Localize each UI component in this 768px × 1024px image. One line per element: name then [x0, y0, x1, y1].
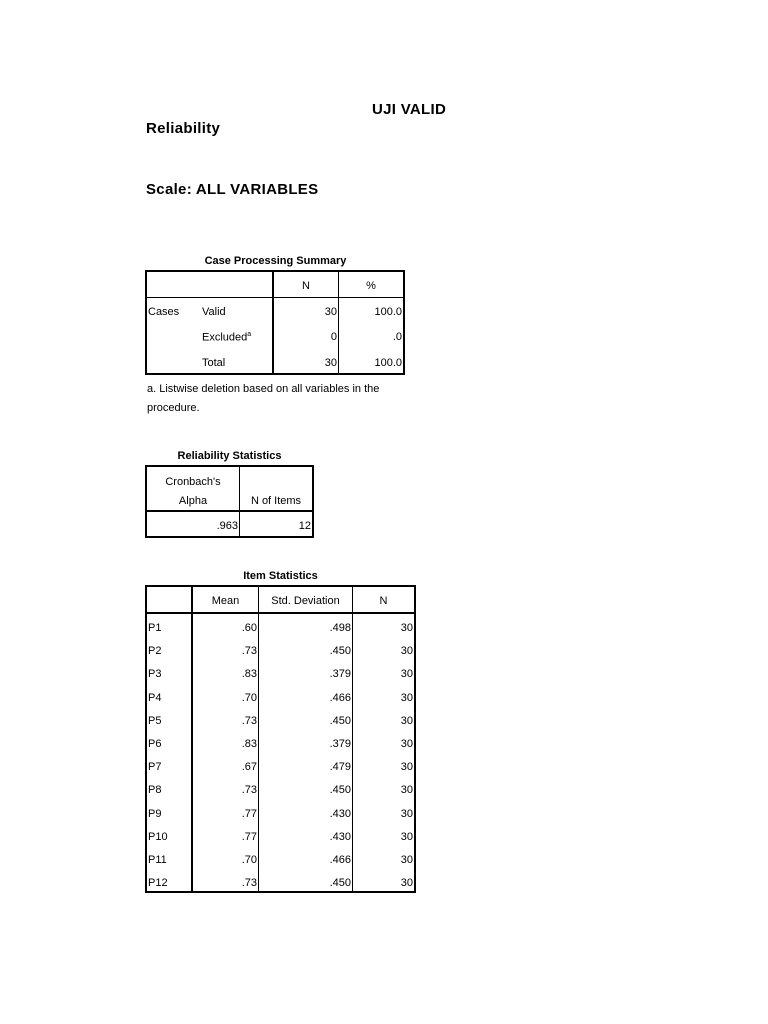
item-mean: .77: [241, 831, 257, 843]
n-items-value: 12: [298, 520, 311, 532]
item-mean: .77: [241, 808, 257, 820]
item-n: 30: [400, 645, 413, 657]
item-label: P1: [148, 622, 162, 634]
item-label: P12: [148, 877, 168, 889]
item-sd: .450: [329, 784, 351, 796]
item-mean: .73: [241, 784, 257, 796]
total-pct: 100.0: [374, 357, 402, 369]
item-sd: .479: [329, 761, 351, 773]
item-label: P2: [148, 645, 162, 657]
item-mean: .73: [241, 877, 257, 889]
reliability-table: [145, 465, 314, 538]
item-sd: .466: [329, 692, 351, 704]
item-statistics-table: [145, 585, 416, 893]
case-processing-table: [145, 270, 405, 375]
item-label: P9: [148, 808, 162, 820]
section-title: Reliability: [146, 120, 221, 137]
item-statistics-caption: Item Statistics: [243, 570, 318, 582]
footnote-line-2: procedure.: [147, 402, 200, 414]
item-n: 30: [400, 668, 413, 680]
item-sd: .379: [329, 668, 351, 680]
item-label: P5: [148, 715, 162, 727]
item-sd: .430: [329, 831, 351, 843]
footnote-line-1: a. Listwise deletion based on all variables in the: [147, 383, 380, 395]
header-mean: Mean: [211, 595, 240, 607]
header-n: N: [302, 280, 310, 292]
group-label-cases: Cases: [148, 306, 180, 318]
header-alpha: Alpha: [178, 495, 208, 507]
item-mean: .73: [241, 715, 257, 727]
total-n: 30: [324, 357, 337, 369]
item-n: 30: [400, 622, 413, 634]
item-sd: .450: [329, 715, 351, 727]
item-label: P8: [148, 784, 162, 796]
header-pct: %: [366, 280, 376, 292]
item-label: P10: [148, 831, 168, 843]
alpha-value: .963: [216, 520, 238, 532]
item-label: P4: [148, 692, 162, 704]
item-sd: .379: [329, 738, 351, 750]
item-mean: .60: [241, 622, 257, 634]
item-mean: .70: [241, 854, 257, 866]
scale-title: Scale: ALL VARIABLES: [146, 181, 319, 198]
item-mean: .67: [241, 761, 257, 773]
item-mean: .83: [241, 668, 257, 680]
excluded-pct: .0: [392, 331, 402, 343]
item-sd: .450: [329, 877, 351, 889]
valid-n: 30: [324, 306, 337, 318]
item-n: 30: [400, 854, 413, 866]
header-cronbach: Cronbach's: [165, 476, 221, 488]
item-label: P6: [148, 738, 162, 750]
item-n: 30: [400, 738, 413, 750]
item-sd: .466: [329, 854, 351, 866]
header-std-deviation: Std. Deviation: [271, 595, 340, 607]
item-label: P7: [148, 761, 162, 773]
item-mean: .70: [241, 692, 257, 704]
header-n-of-items: N of Items: [250, 495, 302, 507]
item-n: 30: [400, 831, 413, 843]
item-mean: .83: [241, 738, 257, 750]
item-sd: .450: [329, 645, 351, 657]
item-n: 30: [400, 692, 413, 704]
item-sd: .430: [329, 808, 351, 820]
footnote-marker: a: [247, 331, 252, 338]
row-label-excluded: Excluded$^a$: [202, 331, 252, 344]
header-item-n: N: [379, 595, 388, 607]
item-n: 30: [400, 877, 413, 889]
item-label: P11: [148, 854, 167, 866]
item-mean: .73: [241, 645, 257, 657]
page-title: UJI VALID: [372, 101, 447, 118]
item-label: P3: [148, 668, 162, 680]
case-processing-caption: Case Processing Summary: [204, 255, 347, 267]
reliability-caption: Reliability Statistics: [177, 450, 282, 462]
item-n: 30: [400, 808, 413, 820]
item-n: 30: [400, 761, 413, 773]
valid-pct: 100.0: [374, 306, 402, 318]
row-label-valid: Valid: [202, 306, 226, 318]
item-n: 30: [400, 784, 413, 796]
item-sd: .498: [329, 622, 351, 634]
excluded-n: 0: [330, 331, 337, 343]
row-label-total: Total: [202, 357, 226, 369]
item-n: 30: [400, 715, 413, 727]
